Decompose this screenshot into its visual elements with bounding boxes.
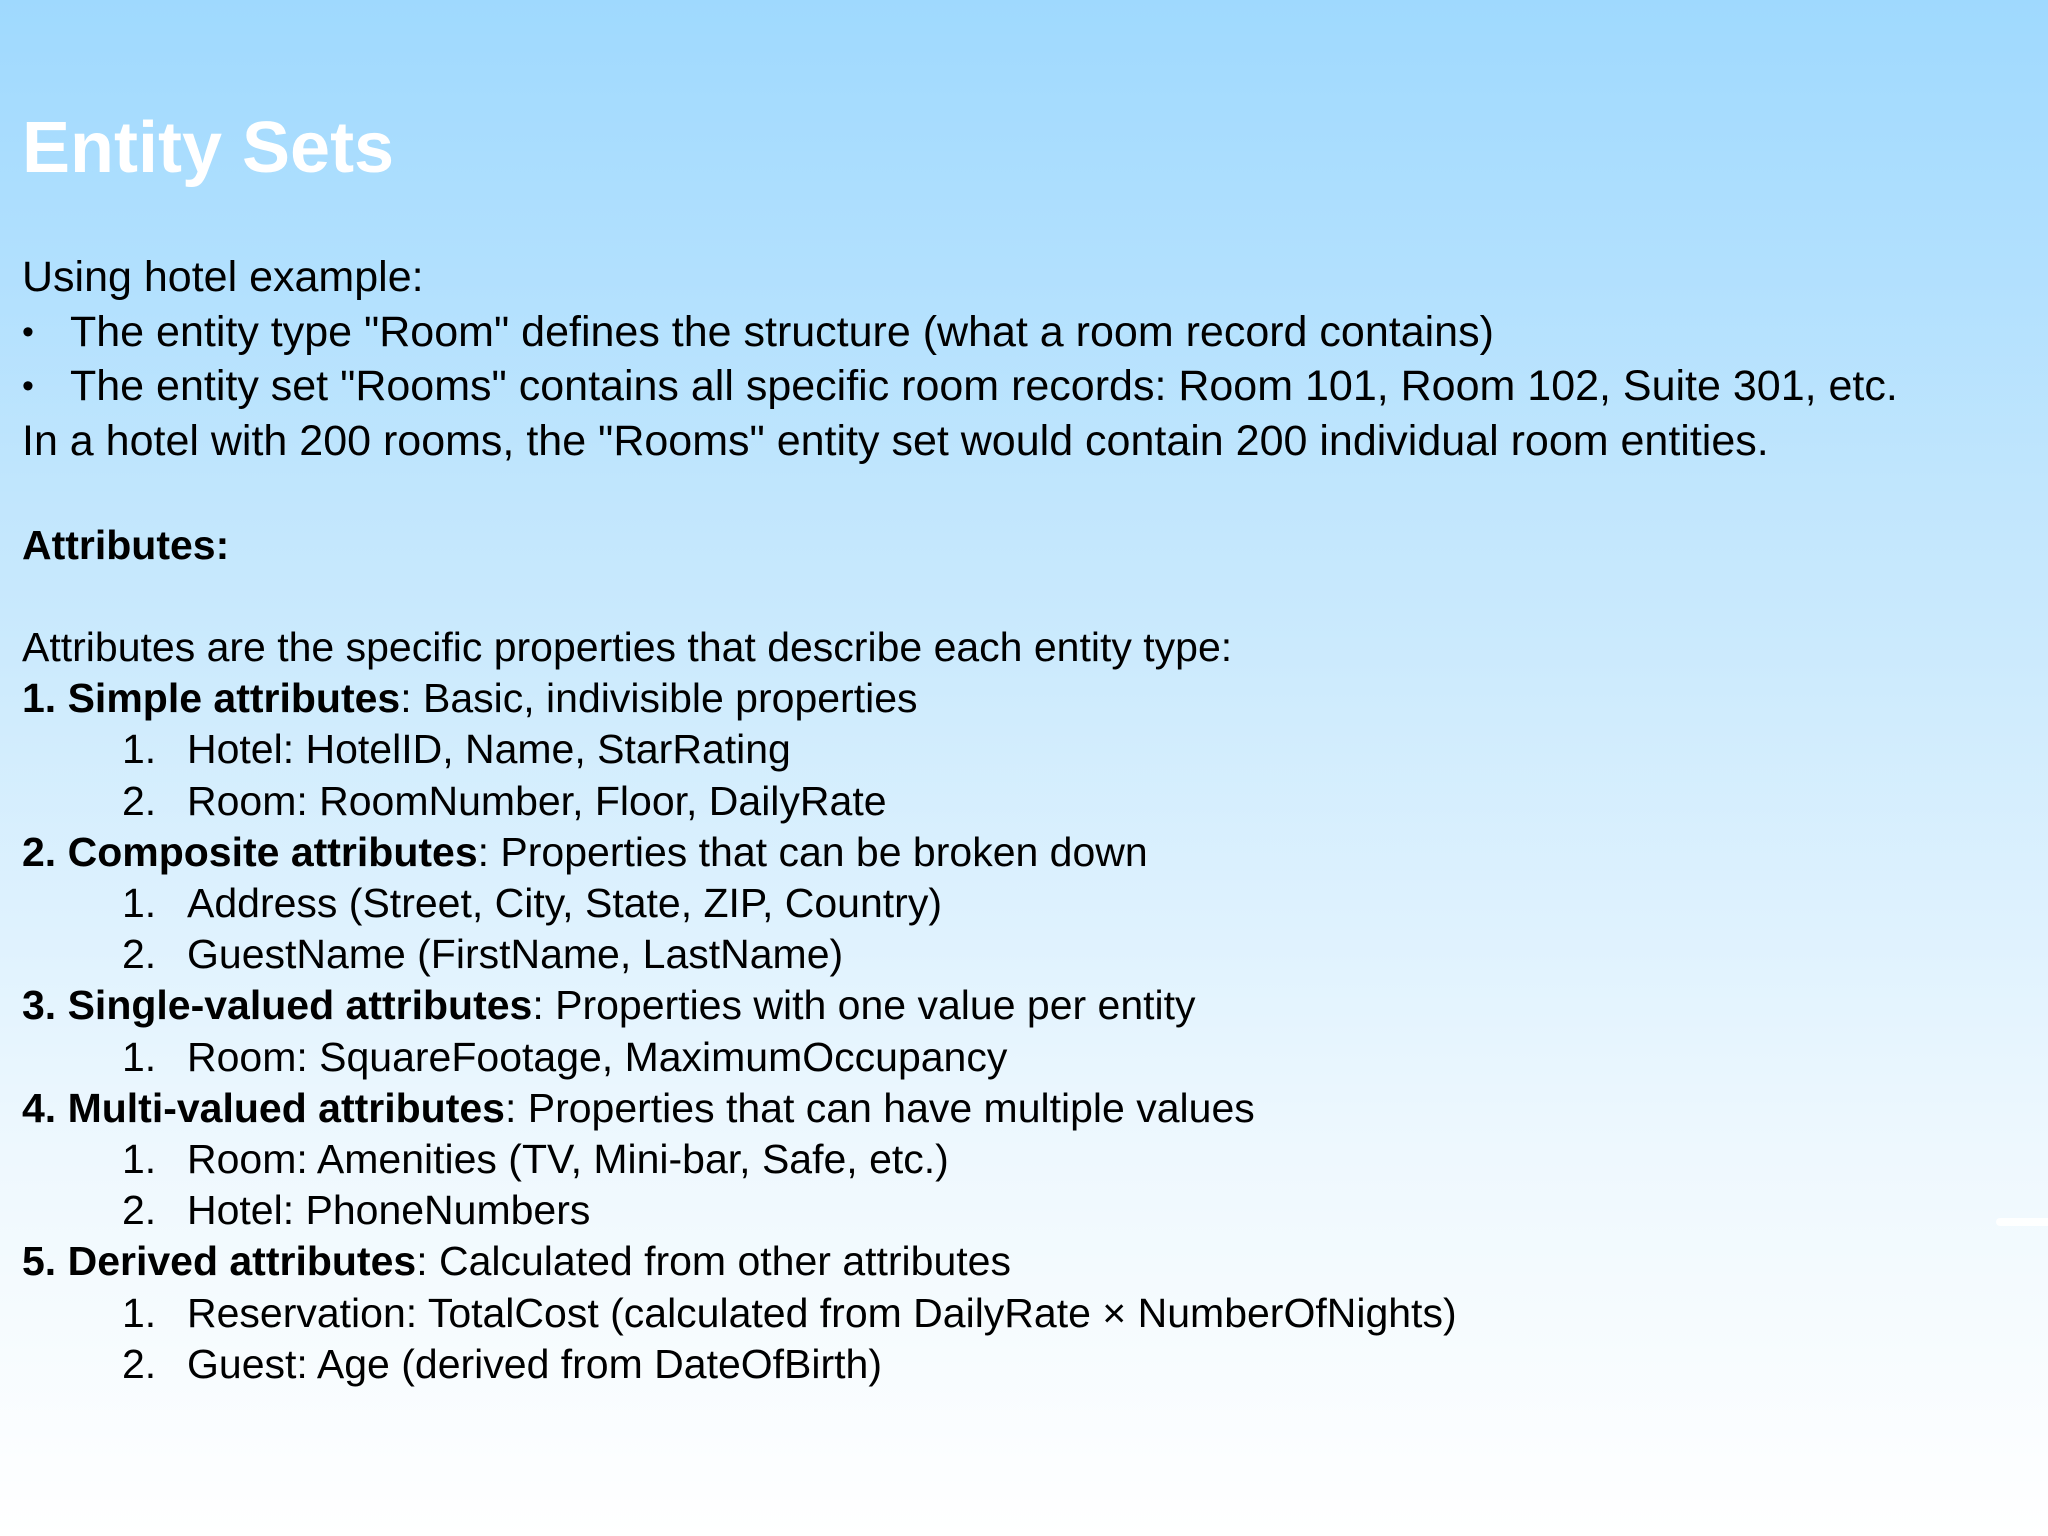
- attribute-example: [22, 724, 1457, 775]
- bullet-icon: •: [22, 367, 34, 405]
- category-name: 4. Multi-valued attributes: [22, 1084, 505, 1131]
- attribute-category: [22, 673, 1457, 724]
- attributes-lead: Attributes are the specific properties that describe each entity type:: [22, 624, 1233, 670]
- example-text: Room: RoomNumber, Floor, DailyRate: [187, 777, 887, 824]
- attribute-example: [22, 1134, 1457, 1185]
- attribute-category: [22, 827, 1457, 878]
- intro-section: [22, 250, 1898, 468]
- example-number: 1.: [122, 1136, 157, 1183]
- attribute-category: [22, 1236, 1457, 1287]
- background-highlight: [1996, 1218, 2048, 1226]
- category-description: : Calculated from other attributes: [416, 1238, 1011, 1285]
- attribute-example: [22, 878, 1457, 929]
- intro-summary: In a hotel with 200 rooms, the "Rooms" entity set would contain 200 individual room entities.: [22, 416, 1769, 465]
- category-name: 5. Derived attributes: [22, 1238, 417, 1285]
- intro-bullet-text: The entity set "Rooms" contains all specific room records: Room 101, Room 102, Suite 301, etc.: [70, 362, 1898, 410]
- attributes-section: [22, 622, 1457, 1390]
- intro-lead: Using hotel example:: [22, 253, 424, 301]
- category-name: 2. Composite attributes: [22, 828, 478, 875]
- example-text: Hotel: PhoneNumbers: [187, 1187, 591, 1234]
- example-number: 2.: [122, 1340, 157, 1387]
- attribute-example: [22, 1032, 1457, 1083]
- category-description: : Properties with one value per entity: [532, 982, 1196, 1029]
- attribute-example: [22, 1185, 1457, 1236]
- example-number: 1.: [122, 1289, 157, 1336]
- example-text: Hotel: HotelID, Name, StarRating: [187, 726, 791, 773]
- attribute-category: [22, 1083, 1457, 1134]
- example-text: GuestName (FirstName, LastName): [187, 931, 844, 978]
- intro-bullet: [22, 359, 1898, 414]
- example-text: Guest: Age (derived from DateOfBirth): [187, 1340, 882, 1387]
- category-description: : Basic, indivisible properties: [400, 675, 918, 722]
- example-number: 1.: [122, 726, 157, 773]
- example-text: Room: Amenities (TV, Mini-bar, Safe, etc.): [187, 1136, 949, 1183]
- category-description: : Properties that can be broken down: [477, 828, 1148, 875]
- category-name: 1. Simple attributes: [22, 675, 401, 722]
- intro-bullet: [22, 305, 1898, 360]
- bullet-icon: •: [22, 312, 34, 351]
- example-text: Reservation: TotalCost (calculated from DailyRate × NumberOfNights): [187, 1289, 1457, 1336]
- example-number: 2.: [122, 1187, 157, 1234]
- attribute-example: [22, 776, 1457, 827]
- example-text: Address (Street, City, State, ZIP, Country): [187, 880, 942, 927]
- example-text: Room: SquareFootage, MaximumOccupancy: [187, 1033, 1008, 1080]
- attribute-example: [22, 1288, 1457, 1339]
- example-number: 1.: [122, 1033, 157, 1080]
- slide-title: Entity Sets: [22, 108, 395, 188]
- attributes-heading: Attributes:: [22, 522, 230, 568]
- intro-bullet-text: The entity type "Room" defines the structure (what a room record contains): [70, 307, 1494, 356]
- attribute-category: [22, 980, 1457, 1031]
- example-number: 2.: [122, 931, 157, 978]
- attribute-example: [22, 929, 1457, 980]
- attribute-example: [22, 1339, 1457, 1390]
- example-number: 1.: [122, 880, 157, 927]
- category-description: : Properties that can have multiple values: [504, 1084, 1255, 1131]
- example-number: 2.: [122, 777, 157, 824]
- category-name: 3. Single-valued attributes: [22, 982, 533, 1029]
